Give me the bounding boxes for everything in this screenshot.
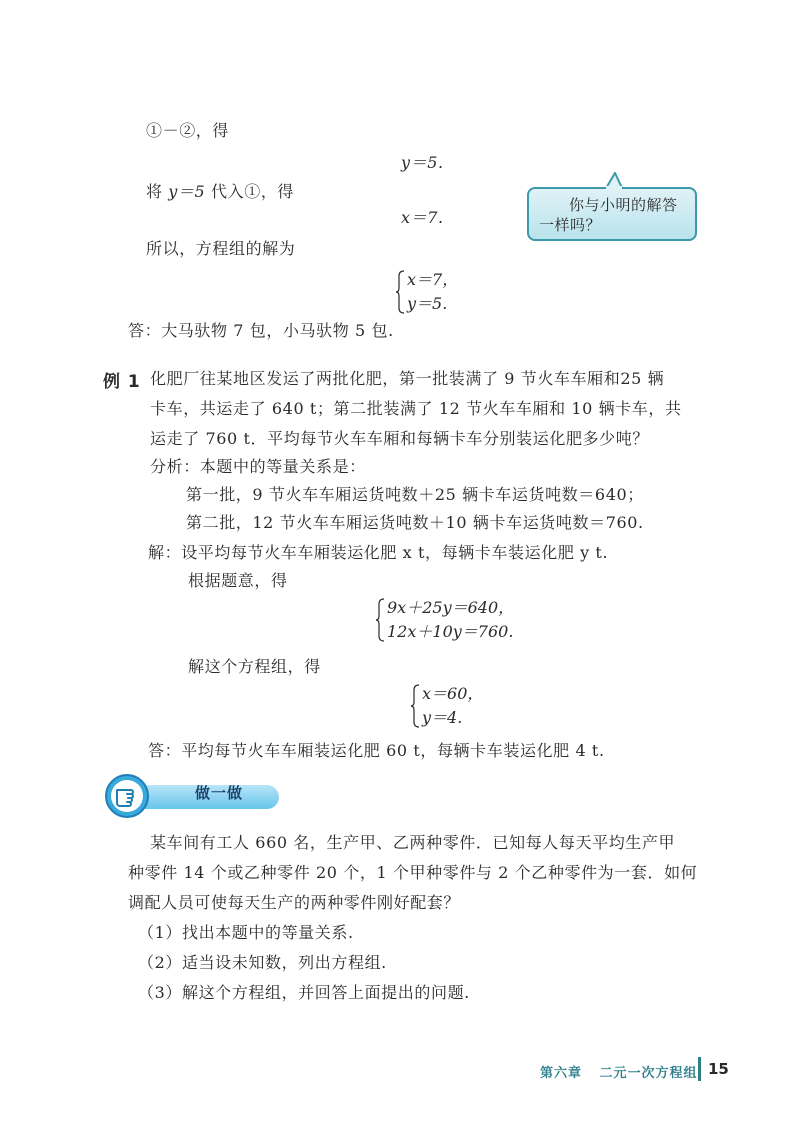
footer-divider	[698, 1057, 701, 1081]
example-text-line: 运走了 760 t．平均每节火车车厢和每辆卡车分别装运化肥多少吨？	[150, 429, 649, 448]
system-row: y＝5.	[407, 294, 448, 313]
answer-2: 答：平均每节火车车厢装运化肥 60 t，每辆卡车装运化肥 4 t.	[148, 741, 605, 760]
brace-icon	[410, 684, 420, 728]
activity-text-line: 种零件 14 个或乙种零件 20 个，1 个甲种零件与 2 个乙种零件为一套．如何	[128, 863, 698, 882]
callout-text: 你与小明的解答一样吗？	[539, 196, 678, 234]
step-substitute: 将 y＝5 代入①，得	[146, 182, 295, 201]
example-text-line: 卡车，共运走了 640 t；第二批装满了 12 节火车车厢和 10 辆卡车，共	[150, 399, 682, 418]
thought-callout	[527, 187, 697, 241]
equation-y: y＝5.	[401, 153, 444, 172]
step-subtract: ①－②，得	[146, 121, 230, 140]
equation-system-2	[375, 596, 555, 648]
system-row: x＝60，	[422, 684, 484, 703]
chapter-number: 第六章	[540, 1066, 583, 1081]
relation-1: 第一批，9 节火车车厢运货吨数＋25 辆卡车运货吨数＝640；	[186, 485, 644, 504]
chapter-footer	[540, 1062, 698, 1081]
activity-title: 做一做	[195, 784, 244, 802]
system-row: 12x＋10y＝760.	[387, 622, 514, 641]
chapter-title: 二元一次方程组	[599, 1066, 698, 1081]
solution-system-3	[410, 682, 530, 734]
analysis-heading: 分析：本题中的等量关系是：	[150, 457, 366, 476]
example-text-line: 化肥厂往某地区发运了两批化肥，第一批装满了 9 节火车车厢和25 辆	[150, 369, 665, 388]
system-row: y＝4.	[422, 708, 463, 727]
activity-item: （3）解这个方程组，并回答上面提出的问题.	[138, 983, 470, 1002]
activity-banner	[103, 774, 279, 818]
system-row: 9x＋25y＝640，	[387, 598, 515, 617]
activity-text-line: 某车间有工人 660 名，生产甲、乙两种零件．已知每人每天平均生产甲	[150, 833, 676, 852]
step-solution-intro: 所以，方程组的解为	[146, 239, 296, 258]
solve-text: 解这个方程组，得	[188, 657, 321, 676]
page-number: 15	[708, 1060, 729, 1078]
example-label: 例 1	[103, 372, 141, 392]
activity-text-line: 调配人员可使每天生产的两种零件刚好配套？	[128, 893, 461, 912]
brace-icon	[375, 598, 385, 642]
callout-join	[606, 186, 622, 190]
answer-1: 答：大马驮物 7 包，小马驮物 5 包.	[128, 321, 394, 340]
activity-item: （1）找出本题中的等量关系.	[138, 923, 354, 942]
hand-icon	[103, 774, 157, 818]
according-text: 根据题意，得	[188, 571, 288, 590]
relation-2: 第二批，12 节火车车厢运货吨数＋10 辆卡车运货吨数＝760.	[186, 513, 644, 532]
solution-setup: 解：设平均每节火车车厢装运化肥 x t，每辆卡车装运化肥 y t.	[148, 543, 609, 562]
solution-system-1	[395, 268, 515, 320]
activity-item: （2）适当设未知数，列出方程组.	[138, 953, 387, 972]
brace-icon	[395, 270, 405, 314]
system-row: x＝7，	[407, 270, 459, 289]
equation-x: x＝7.	[401, 208, 444, 227]
